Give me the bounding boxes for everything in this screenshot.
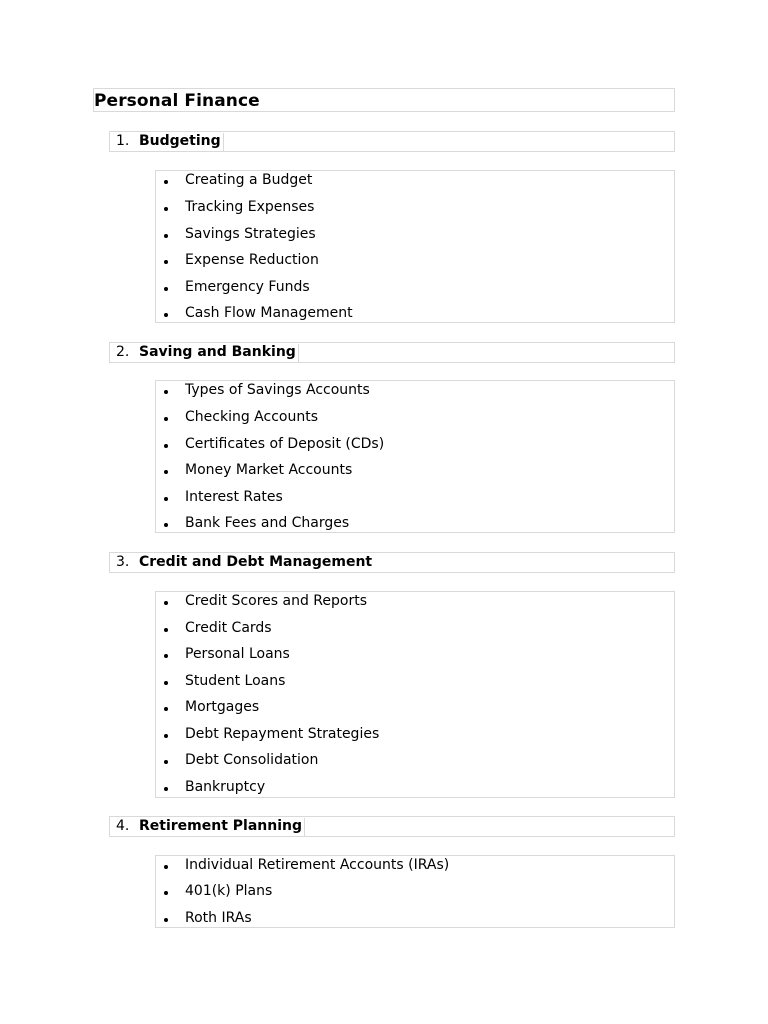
section-list-retirement-planning — [155, 855, 675, 928]
list-item-text: Types of Savings Accounts — [185, 382, 370, 398]
list-item — [156, 699, 674, 725]
bullet-icon — [164, 760, 168, 764]
bullet-icon — [164, 390, 168, 394]
list-item — [156, 305, 674, 331]
section-list-budgeting — [155, 170, 675, 323]
list-item — [156, 857, 674, 883]
bullet-icon — [164, 180, 168, 184]
list-item — [156, 673, 674, 699]
list-item-text: Roth IRAs — [185, 910, 252, 926]
list-item-text: Debt Repayment Strategies — [185, 726, 380, 742]
list-item-text: Certificates of Deposit (CDs) — [185, 436, 385, 452]
list-item — [156, 382, 674, 408]
list-item-text: Debt Consolidation — [185, 752, 319, 768]
section-title: Credit and Debt Management — [139, 554, 373, 570]
document-title: Personal Finance — [94, 91, 260, 111]
bullet-icon — [164, 787, 168, 791]
bullet-icon — [164, 601, 168, 605]
bullet-icon — [164, 207, 168, 211]
list-item — [156, 779, 674, 805]
section-list-credit-and-debt — [155, 591, 675, 798]
section-heading-saving-and-banking — [109, 342, 675, 363]
list-item-text: 401(k) Plans — [185, 883, 273, 899]
bullet-icon — [164, 417, 168, 421]
list-item — [156, 226, 674, 252]
section-number: 2. — [116, 344, 130, 360]
section-number: 1. — [116, 133, 130, 149]
list-item-text: Tracking Expenses — [185, 199, 315, 215]
bullet-icon — [164, 497, 168, 501]
list-item-text: Bankruptcy — [185, 779, 266, 795]
bullet-icon — [164, 707, 168, 711]
bullet-icon — [164, 865, 168, 869]
bullet-icon — [164, 287, 168, 291]
bullet-icon — [164, 734, 168, 738]
list-item — [156, 593, 674, 619]
section-number: 4. — [116, 818, 130, 834]
list-item — [156, 462, 674, 488]
list-item — [156, 279, 674, 305]
list-item-text: Emergency Funds — [185, 279, 310, 295]
list-item-text: Money Market Accounts — [185, 462, 353, 478]
list-item-text: Interest Rates — [185, 489, 283, 505]
bullet-icon — [164, 523, 168, 527]
bullet-icon — [164, 918, 168, 922]
section-heading-credit-and-debt — [109, 552, 675, 573]
bullet-icon — [164, 470, 168, 474]
list-item — [156, 409, 674, 435]
list-item — [156, 620, 674, 646]
bullet-icon — [164, 891, 168, 895]
list-item — [156, 883, 674, 909]
section-list-saving-and-banking — [155, 380, 675, 533]
list-item — [156, 726, 674, 752]
title-box — [93, 88, 675, 112]
section-title: Saving and Banking — [139, 344, 299, 362]
list-item — [156, 646, 674, 672]
list-item-text: Credit Cards — [185, 620, 272, 636]
list-item — [156, 436, 674, 462]
bullet-icon — [164, 234, 168, 238]
bullet-icon — [164, 260, 168, 264]
list-item — [156, 752, 674, 778]
bullet-icon — [164, 444, 168, 448]
section-title: Budgeting — [139, 133, 224, 151]
list-item-text: Cash Flow Management — [185, 305, 353, 321]
list-item — [156, 199, 674, 225]
bullet-icon — [164, 681, 168, 685]
list-item-text: Expense Reduction — [185, 252, 319, 268]
list-item-text: Personal Loans — [185, 646, 290, 662]
list-item — [156, 515, 674, 541]
list-item — [156, 489, 674, 515]
list-item-text: Creating a Budget — [185, 172, 313, 188]
section-heading-retirement-planning — [109, 816, 675, 837]
section-title: Retirement Planning — [139, 818, 305, 836]
list-item-text: Savings Strategies — [185, 226, 316, 242]
list-item-text: Mortgages — [185, 699, 260, 715]
list-item — [156, 910, 674, 936]
bullet-icon — [164, 628, 168, 632]
list-item-text: Checking Accounts — [185, 409, 318, 425]
bullet-icon — [164, 313, 168, 317]
list-item — [156, 172, 674, 198]
list-item-text: Credit Scores and Reports — [185, 593, 367, 609]
section-heading-budgeting — [109, 131, 675, 152]
list-item-text: Bank Fees and Charges — [185, 515, 350, 531]
bullet-icon — [164, 654, 168, 658]
list-item-text: Student Loans — [185, 673, 286, 689]
list-item — [156, 252, 674, 278]
section-number: 3. — [116, 554, 130, 570]
list-item-text: Individual Retirement Accounts (IRAs) — [185, 857, 450, 873]
